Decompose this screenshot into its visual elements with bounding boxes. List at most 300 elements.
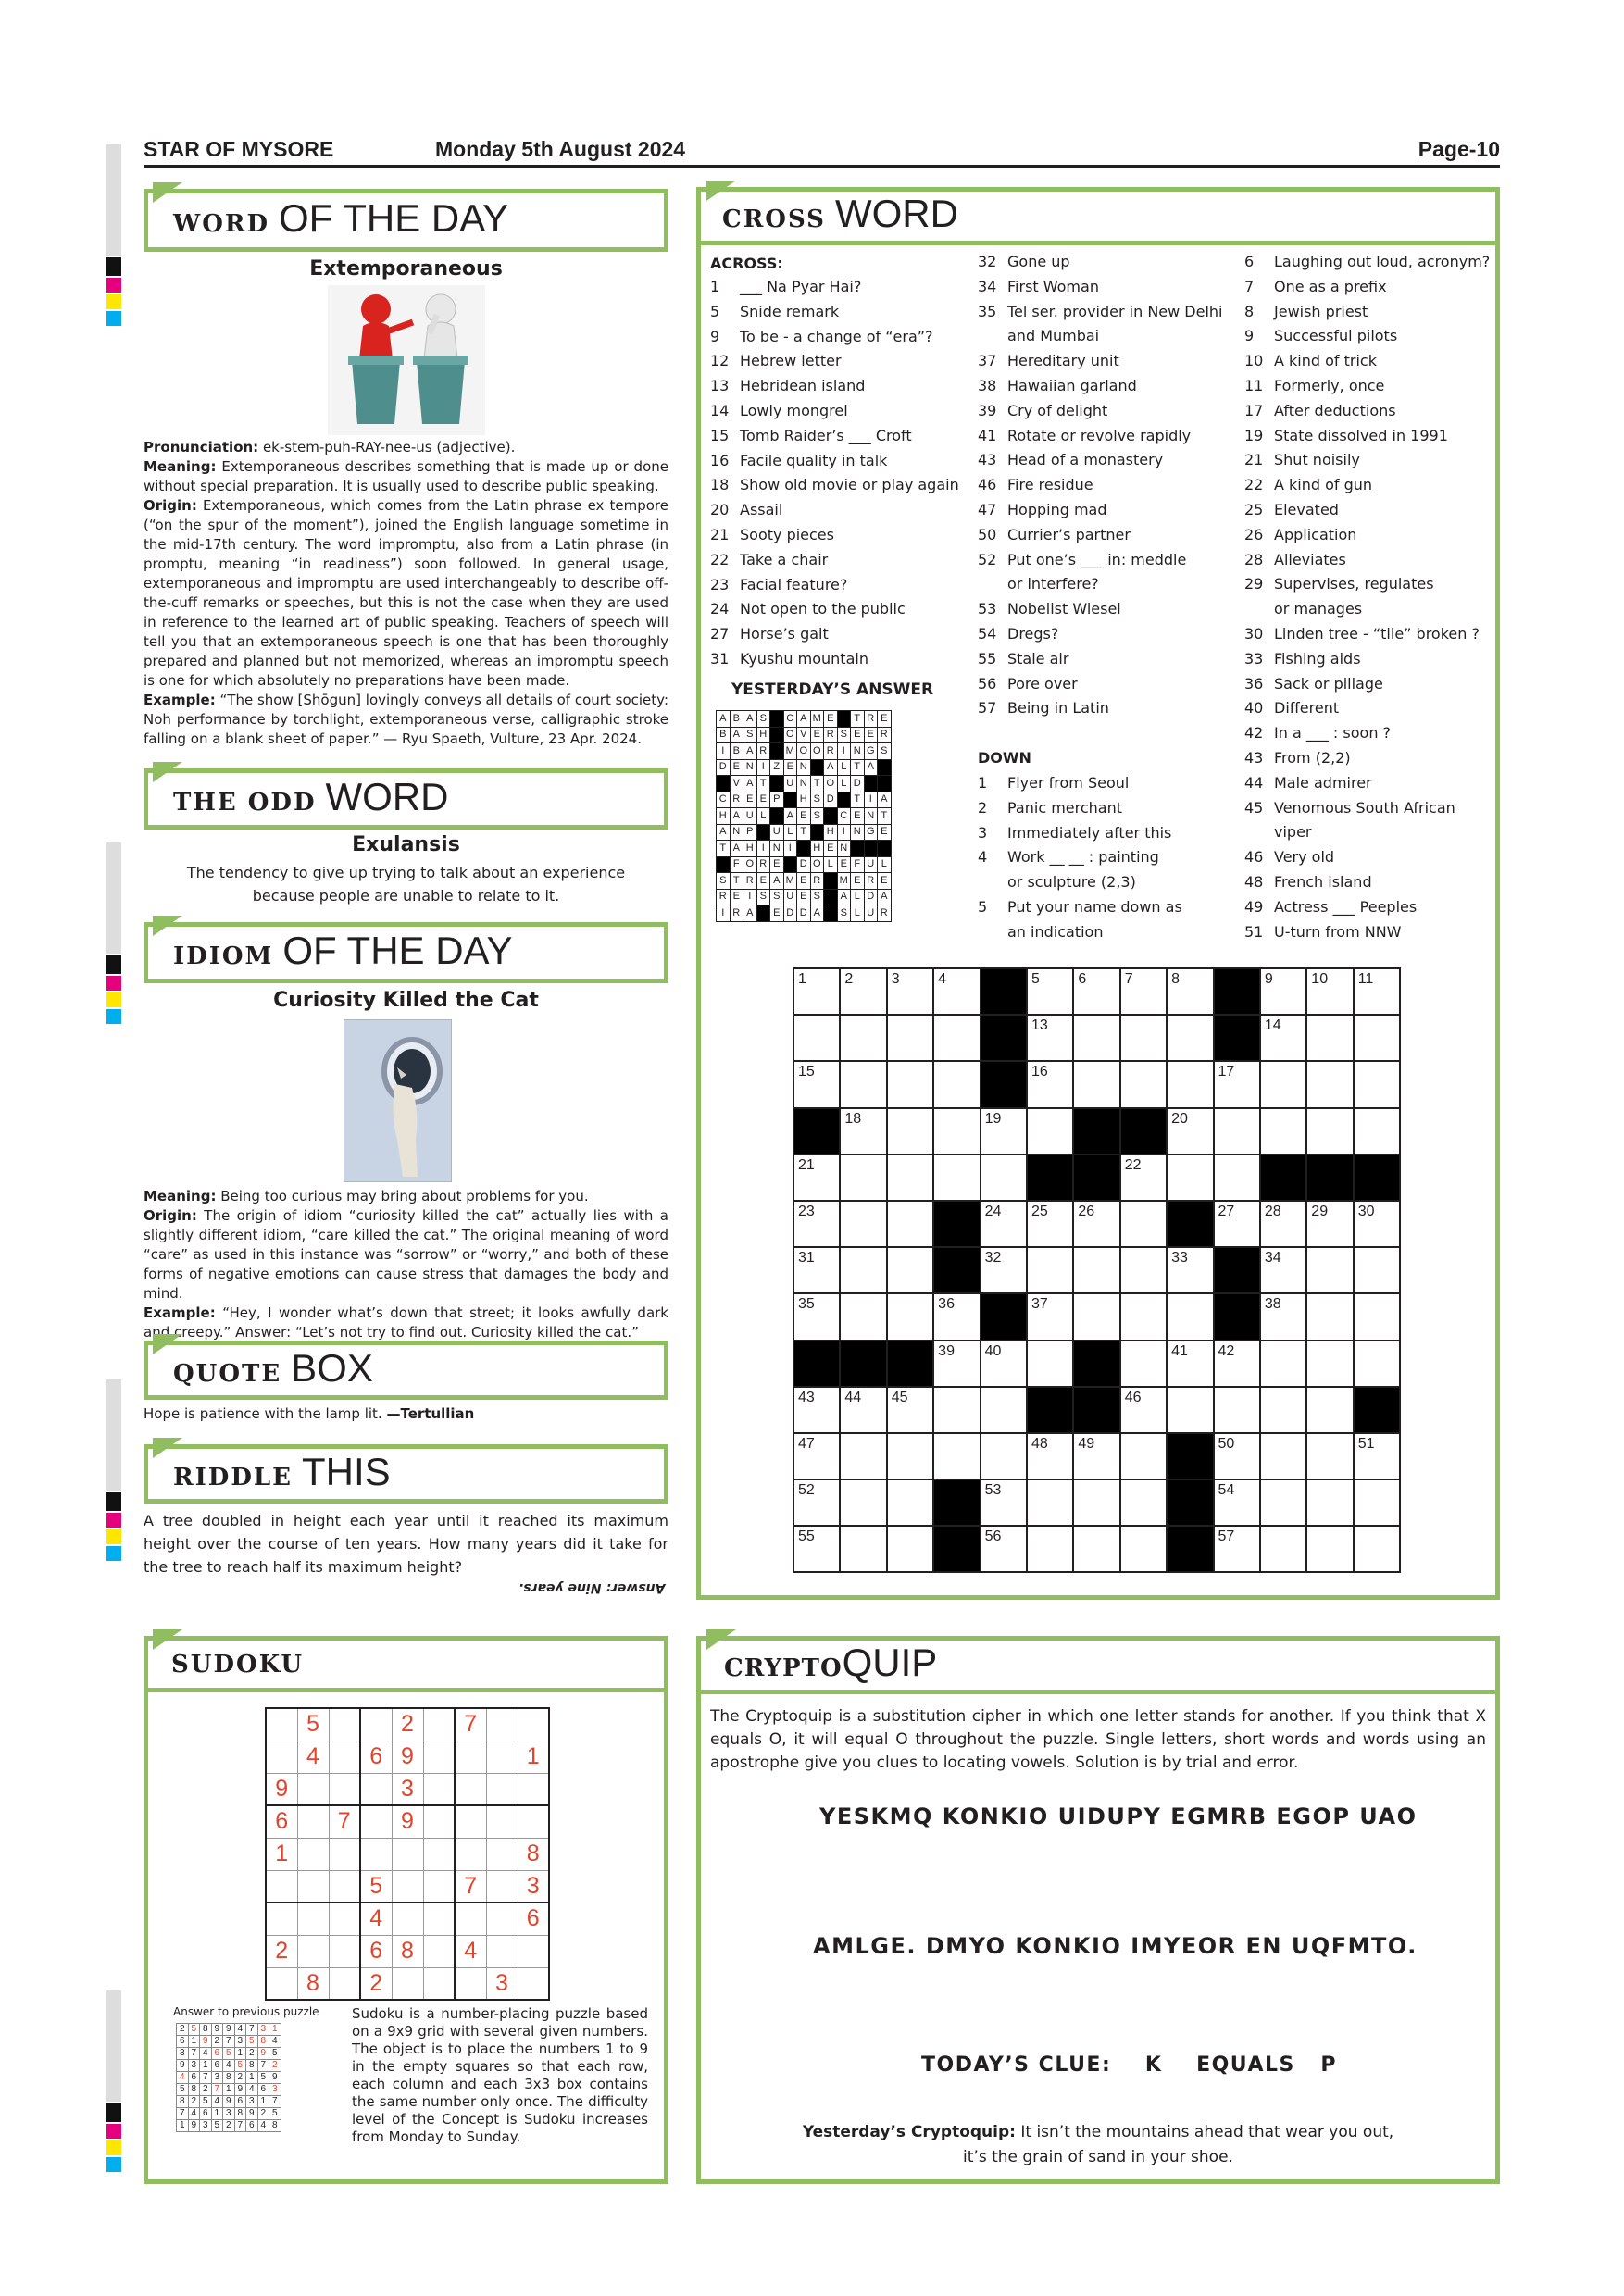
clue-text: viper [1274, 823, 1312, 842]
crossword-cell[interactable] [1120, 1015, 1167, 1061]
answer-cell: T [756, 776, 770, 792]
crossword-cell[interactable]: 3 [887, 968, 933, 1015]
crossword-cell[interactable] [1120, 1247, 1167, 1293]
sudoku-cell[interactable] [455, 1903, 486, 1935]
clue-text: Elevated [1274, 500, 1339, 518]
answer-cell: G [864, 824, 878, 841]
crossword-cell[interactable]: 27 [1214, 1201, 1260, 1247]
sudoku-cell[interactable] [486, 1903, 518, 1935]
sudoku-cell[interactable] [297, 1903, 329, 1935]
answer-cell: D [851, 776, 865, 792]
answer-cell: S [837, 727, 851, 743]
crossword-cell[interactable]: 48 [1027, 1433, 1073, 1479]
crossword-cell[interactable]: 4 [933, 968, 980, 1015]
clue-number: 42 [1244, 724, 1264, 742]
crossword-cell[interactable] [1167, 1293, 1213, 1340]
clue [1244, 498, 1494, 523]
previous-answer-cell: 2 [257, 2108, 269, 2120]
clue-number: 16 [710, 451, 730, 469]
crossword-cell[interactable] [887, 1061, 933, 1107]
crossword-cell[interactable]: 52 [793, 1479, 840, 1526]
crossword-cell[interactable] [793, 1015, 840, 1061]
crossword-cell[interactable] [933, 1154, 980, 1201]
crossword-cell[interactable] [1306, 1247, 1353, 1293]
answer-cell: H [717, 808, 731, 825]
clue-number: 10 [1244, 352, 1264, 370]
sudoku-cell[interactable] [392, 1870, 423, 1903]
sudoku-cell[interactable] [329, 1903, 360, 1935]
crossword-cell[interactable] [1354, 1479, 1400, 1526]
sudoku-cell[interactable] [486, 1870, 518, 1903]
sudoku-cell[interactable] [266, 1967, 297, 2000]
answer-cell: N [770, 841, 784, 857]
answer-cell: F [851, 856, 865, 873]
clue-text: First Woman [1007, 277, 1099, 295]
crossword-cell[interactable] [1167, 1387, 1213, 1433]
crossword-black-cell [840, 1341, 886, 1387]
previous-answer-cell: 9 [234, 2084, 246, 2096]
crossword-cell[interactable] [840, 1247, 886, 1293]
crossword-cell[interactable]: 49 [1073, 1433, 1119, 1479]
crossword-cell[interactable] [1306, 1479, 1353, 1526]
answer-cell: N [797, 759, 811, 776]
crossword-cell[interactable]: 38 [1260, 1293, 1306, 1340]
crossword-cell[interactable]: 45 [887, 1387, 933, 1433]
sudoku-cell[interactable] [455, 1773, 486, 1805]
answer-cell: R [864, 711, 878, 728]
sudoku-cell[interactable] [266, 1741, 297, 1773]
crossword-cell[interactable]: 44 [840, 1387, 886, 1433]
crossword-cell[interactable] [1027, 1479, 1073, 1526]
word-of-the-day-body: Pronunciation: ek-stem-puh-RAY-nee-us (adjective). Meaning: Extemporaneous describes something that is made up or done without special preparation. It is usually used to describe public speaking. Origin: Extemporaneous, which comes from the Latin phrase ex tempore (“on the spur of the moment”), joined the English language sometime in the mid-17th century. The word impromptu, also from a Latin phrase (in promptu, meaning “in readiness”) soon followed. In general usage, extemporaneous and impromptu are used interchangeably to describe off-the-cuff remarks or speeches, but this is not the case when they are used in reference to the learned art of public speaking. Teachers of speech will tell you that an extemporaneous speech is one that has been thoroughly prepared and planned but not memorized, whereas an impromptu speech is one for which absolutely no preparations have been made. Example: “The show [Shōgun] lovingly conveys all details of court society: Noh performance by torchlight, extemporaneous verse, calligraphic stroke falling on a blank sheet of paper.” — Ryu Spaeth, Vulture, 23 Apr. 2024. [144, 439, 668, 747]
answer-cell: R [743, 873, 757, 890]
crossword-cell[interactable]: 28 [1260, 1201, 1306, 1247]
sudoku-cell: 6 [360, 1741, 392, 1773]
crossword-cell[interactable] [1073, 1015, 1119, 1061]
previous-answer-cell: 4 [246, 2084, 258, 2096]
sudoku-cell[interactable] [518, 1708, 549, 1741]
clue-number: 49 [1244, 897, 1264, 916]
odd-word-definition: The tendency to give up trying to talk about an experience because people are unable to relate to it. [186, 864, 626, 905]
crossword-cell[interactable] [1073, 1293, 1119, 1340]
crossword-cell[interactable] [840, 1526, 886, 1572]
sudoku-cell[interactable] [518, 1773, 549, 1805]
crossword-cell[interactable] [1354, 1015, 1400, 1061]
answer-cell: D [717, 759, 731, 776]
answer-cell: T [810, 776, 824, 792]
crossword-cell[interactable] [1214, 1154, 1260, 1201]
sudoku-cell[interactable] [266, 1708, 297, 1741]
crossword-cell[interactable] [1260, 1387, 1306, 1433]
crossword-cell[interactable] [1167, 1061, 1213, 1107]
crossword-cell[interactable]: 47 [793, 1433, 840, 1479]
answer-cell: E [770, 905, 784, 922]
crossword-cell[interactable]: 6 [1073, 968, 1119, 1015]
crossword-cell[interactable] [1306, 1061, 1353, 1107]
crossword-cell[interactable] [840, 1015, 886, 1061]
sudoku-cell[interactable] [423, 1805, 455, 1838]
previous-answer-cell: 5 [177, 2084, 189, 2096]
crossword-cell[interactable] [1120, 1433, 1167, 1479]
answer-cell: A [824, 759, 838, 776]
crossword-cell[interactable] [981, 1433, 1027, 1479]
answer-black-cell [770, 808, 784, 825]
crossword-cell[interactable] [1167, 1015, 1213, 1061]
sudoku-cell[interactable] [392, 1838, 423, 1870]
crossword-cell[interactable] [887, 1433, 933, 1479]
crossword-cell[interactable] [1120, 1341, 1167, 1387]
sudoku-cell[interactable] [266, 1903, 297, 1935]
crossword-cell[interactable] [1260, 1061, 1306, 1107]
crossword-cell[interactable] [1073, 1061, 1119, 1107]
crossword-cell[interactable] [1260, 1341, 1306, 1387]
crossword-cell[interactable]: 16 [1027, 1061, 1073, 1107]
answer-cell: T [851, 759, 865, 776]
sudoku-cell[interactable] [297, 1805, 329, 1838]
crossword-cell[interactable]: 8 [1167, 968, 1213, 1015]
sudoku-cell[interactable] [423, 1935, 455, 1967]
previous-answer-cell: 9 [269, 2072, 281, 2084]
clue-number: 37 [978, 352, 997, 370]
registration-strip [106, 842, 121, 1028]
clue [978, 498, 1228, 523]
answer-cell: N [730, 824, 743, 841]
crossword-cell[interactable]: 54 [1214, 1479, 1260, 1526]
sudoku-cell[interactable] [423, 1967, 455, 2000]
sudoku-cell[interactable] [518, 1967, 549, 2000]
crossword-cell[interactable]: 32 [981, 1247, 1027, 1293]
crossword-cell[interactable] [1073, 1247, 1119, 1293]
crossword-cell[interactable] [840, 1293, 886, 1340]
previous-answer-cell: 9 [223, 2024, 235, 2036]
crossword-cell[interactable]: 29 [1306, 1201, 1353, 1247]
crossword-cell[interactable] [981, 1387, 1027, 1433]
crossword-cell[interactable]: 13 [1027, 1015, 1073, 1061]
answer-black-cell [783, 856, 797, 873]
clue-number: 6 [1244, 253, 1255, 270]
sudoku-cell[interactable] [423, 1708, 455, 1741]
answer-cell: O [797, 743, 811, 760]
sudoku-cell[interactable] [297, 1935, 329, 1967]
crossword-cell[interactable] [1306, 1293, 1353, 1340]
previous-answer-cell: 2 [234, 2072, 246, 2084]
answer-black-cell [851, 841, 865, 857]
crossword-cell[interactable] [1306, 1387, 1353, 1433]
answer-cell: R [730, 792, 743, 808]
answer-cell: T [851, 711, 865, 728]
previous-answer-cell: 1 [177, 2120, 189, 2132]
answer-cell: E [770, 856, 784, 873]
crossword-cell[interactable]: 39 [933, 1341, 980, 1387]
answer-cell: B [730, 743, 743, 760]
crossword-cell[interactable]: 20 [1167, 1108, 1213, 1154]
crossword-cell[interactable] [1354, 1247, 1400, 1293]
crossword-cell[interactable]: 40 [981, 1341, 1027, 1387]
crossword-cell[interactable] [933, 1433, 980, 1479]
clue [710, 498, 969, 523]
answer-black-cell [824, 873, 838, 890]
crossword-cell[interactable]: 30 [1354, 1201, 1400, 1247]
crossword-cell[interactable]: 33 [1167, 1247, 1213, 1293]
previous-answer-cell: 5 [269, 2048, 281, 2060]
crossword-cell[interactable] [933, 1387, 980, 1433]
crossword-cell[interactable] [933, 1015, 980, 1061]
previous-answer-cell: 4 [200, 2048, 212, 2060]
crossword-cell[interactable]: 42 [1214, 1341, 1260, 1387]
answer-cell: L [878, 856, 892, 873]
crossword-cell[interactable] [887, 1526, 933, 1572]
previous-answer-cell: 1 [200, 2060, 212, 2072]
crossword-cell[interactable]: 7 [1120, 968, 1167, 1015]
crossword-cell[interactable] [1073, 1479, 1119, 1526]
crossword-cell[interactable] [1354, 1341, 1400, 1387]
answer-cell: C [717, 792, 731, 808]
sudoku-cell[interactable] [423, 1903, 455, 1935]
sudoku-cell[interactable] [360, 1805, 392, 1838]
crossword-cell[interactable] [981, 1154, 1027, 1201]
sudoku-cell[interactable] [329, 1773, 360, 1805]
crossword-cell[interactable] [1260, 1479, 1306, 1526]
crossword-cell[interactable]: 5 [1027, 968, 1073, 1015]
answer-cell: S [743, 727, 757, 743]
clue-text: or sculpture (2,3) [1007, 873, 1136, 892]
crossword-cell[interactable] [1260, 1108, 1306, 1154]
sudoku-cell[interactable] [266, 1870, 297, 1903]
sudoku-cell[interactable] [297, 1870, 329, 1903]
crossword-cell[interactable] [933, 1061, 980, 1107]
answer-black-cell [878, 841, 892, 857]
crossword-cell[interactable] [1073, 1526, 1119, 1572]
crossword-cell[interactable]: 50 [1214, 1433, 1260, 1479]
clue [1244, 300, 1494, 325]
crossword-cell[interactable] [1354, 1061, 1400, 1107]
clue [1244, 771, 1494, 796]
clue-text: Jewish priest [1274, 302, 1368, 320]
crossword-cell[interactable] [1214, 1387, 1260, 1433]
clue-text: ___ Na Pyar Hai? [740, 278, 862, 295]
sudoku-cell[interactable] [360, 1838, 392, 1870]
sudoku-cell[interactable] [329, 1870, 360, 1903]
sudoku-cell[interactable] [360, 1773, 392, 1805]
answer-cell: N [851, 824, 865, 841]
answer-cell: E [824, 711, 838, 728]
previous-answer-cell: 9 [200, 2036, 212, 2048]
crossword-cell[interactable]: 10 [1306, 968, 1353, 1015]
sudoku-cell[interactable] [486, 1805, 518, 1838]
clue [1244, 349, 1494, 374]
crossword-cell[interactable] [1306, 1526, 1353, 1572]
crossword-cell[interactable] [840, 1061, 886, 1107]
sudoku-cell[interactable] [518, 1935, 549, 1967]
sudoku-cell[interactable] [423, 1870, 455, 1903]
clue-text: Sooty pieces [740, 525, 834, 543]
sudoku-cell[interactable] [518, 1805, 549, 1838]
crossword-cell[interactable]: 57 [1214, 1526, 1260, 1572]
crossword-cell[interactable] [1260, 1433, 1306, 1479]
crossword-cell[interactable] [1354, 1108, 1400, 1154]
crossword-cell[interactable] [1120, 1061, 1167, 1107]
sudoku-cell[interactable] [297, 1773, 329, 1805]
sudoku-cell[interactable] [329, 1838, 360, 1870]
crossword-cell[interactable]: 37 [1027, 1293, 1073, 1340]
sudoku-cell[interactable] [392, 1967, 423, 2000]
crossword-cell[interactable]: 36 [933, 1293, 980, 1340]
clue-text: Linden tree - “tile” broken ? [1274, 624, 1480, 643]
sudoku-cell[interactable] [329, 1967, 360, 2000]
answer-black-cell [837, 792, 851, 808]
answer-cell: V [730, 776, 743, 792]
answer-cell: L [851, 905, 865, 922]
crossword-cell[interactable] [840, 1479, 886, 1526]
crossword-cell[interactable]: 23 [793, 1201, 840, 1247]
crossword-black-cell [1354, 1387, 1400, 1433]
crossword-cell[interactable] [840, 1154, 886, 1201]
crossword-cell[interactable] [887, 1293, 933, 1340]
crossword-cell[interactable] [1306, 1433, 1353, 1479]
sudoku-cell[interactable] [329, 1935, 360, 1967]
crossword-cell[interactable] [887, 1015, 933, 1061]
crossword-cell[interactable] [1027, 1108, 1073, 1154]
crossword-cell[interactable] [887, 1247, 933, 1293]
crossword-cell[interactable]: 22 [1120, 1154, 1167, 1201]
sudoku-cell[interactable] [297, 1838, 329, 1870]
clue-text: Nobelist Wiesel [1007, 600, 1121, 618]
crossword-cell[interactable]: 2 [840, 968, 886, 1015]
sudoku-cell: 2 [392, 1708, 423, 1741]
sudoku-cell[interactable] [455, 1838, 486, 1870]
crossword-cell[interactable] [887, 1479, 933, 1526]
sudoku-cell[interactable] [455, 1805, 486, 1838]
crossword-cell[interactable] [840, 1201, 886, 1247]
crossword-cell[interactable]: 26 [1073, 1201, 1119, 1247]
crossword-cell[interactable] [1120, 1293, 1167, 1340]
answer-cell: P [743, 824, 757, 841]
crossword-cell[interactable]: 24 [981, 1201, 1027, 1247]
crossword-cell[interactable]: 43 [793, 1387, 840, 1433]
answer-cell: N [743, 759, 757, 776]
clue [978, 796, 1228, 821]
crossword-cell[interactable]: 31 [793, 1247, 840, 1293]
crossword-cell[interactable]: 53 [981, 1479, 1027, 1526]
crossword-cell[interactable]: 21 [793, 1154, 840, 1201]
crossword-black-cell [1214, 968, 1260, 1015]
crossword-cell[interactable] [887, 1201, 933, 1247]
sudoku-cell[interactable] [486, 1708, 518, 1741]
crossword-cell[interactable] [1120, 1526, 1167, 1572]
crossword-cell[interactable] [1306, 1015, 1353, 1061]
crossword-cell[interactable]: 46 [1120, 1387, 1167, 1433]
sudoku-cell: 8 [518, 1838, 549, 1870]
crossword-cell[interactable] [1167, 1154, 1213, 1201]
answer-cell: T [797, 824, 811, 841]
crossword-cell[interactable]: 14 [1260, 1015, 1306, 1061]
previous-answer-cell: 5 [211, 2120, 223, 2132]
crossword-black-cell [793, 1341, 840, 1387]
answer-cell: O [810, 856, 824, 873]
crossword-cell[interactable] [1354, 1526, 1400, 1572]
crossword-cell[interactable]: 41 [1167, 1341, 1213, 1387]
crossword-cell[interactable] [933, 1108, 980, 1154]
sudoku-cell[interactable] [486, 1773, 518, 1805]
crossword-cell[interactable] [1306, 1108, 1353, 1154]
sudoku-cell: 3 [486, 1967, 518, 2000]
crossword-cell[interactable]: 51 [1354, 1433, 1400, 1479]
crossword-cell[interactable] [1260, 1526, 1306, 1572]
sudoku-cell[interactable] [423, 1838, 455, 1870]
cryptoquip-title: CRYPTO QUIP [724, 1641, 938, 1684]
crossword-cell[interactable] [1214, 1108, 1260, 1154]
crossword-cell[interactable]: 1 [793, 968, 840, 1015]
crossword-cell[interactable] [1120, 1201, 1167, 1247]
crossword-title-rule [701, 241, 1495, 245]
sudoku-cell[interactable] [486, 1935, 518, 1967]
crossword-cell[interactable]: 15 [793, 1061, 840, 1107]
previous-answer-cell: 2 [211, 2036, 223, 2048]
clue-number [978, 870, 1007, 895]
sudoku-cell[interactable] [392, 1903, 423, 1935]
clue-number: 47 [978, 500, 997, 518]
crossword-cell[interactable] [1027, 1526, 1073, 1572]
clue [710, 622, 969, 647]
sudoku-cell[interactable] [455, 1741, 486, 1773]
clue-number: 30 [1244, 624, 1264, 643]
answer-cell: I [837, 824, 851, 841]
sudoku-cell[interactable] [486, 1741, 518, 1773]
crossword-cell[interactable] [1306, 1341, 1353, 1387]
sudoku-cell[interactable] [455, 1967, 486, 2000]
crossword-cell[interactable] [1120, 1479, 1167, 1526]
clue [978, 572, 1228, 597]
crossword-cell[interactable]: 55 [793, 1526, 840, 1572]
clue [978, 424, 1228, 449]
sudoku-cell[interactable] [423, 1773, 455, 1805]
crossword-cell[interactable]: 25 [1027, 1201, 1073, 1247]
crossword-cell[interactable]: 9 [1260, 968, 1306, 1015]
crossword-cell[interactable] [1354, 1293, 1400, 1340]
clue [1244, 820, 1494, 845]
crossword-cell[interactable] [1027, 1247, 1073, 1293]
crossword-cell[interactable]: 11 [1354, 968, 1400, 1015]
clue [710, 473, 969, 498]
answer-cell: A [743, 711, 757, 728]
sudoku-cell[interactable] [329, 1708, 360, 1741]
sudoku-cell[interactable] [423, 1741, 455, 1773]
clue-number: 41 [978, 426, 997, 444]
sudoku-cell[interactable] [329, 1741, 360, 1773]
cat-at-porthole-image [344, 1019, 452, 1182]
crossword-cell[interactable]: 17 [1214, 1061, 1260, 1107]
crossword-cell[interactable]: 18 [840, 1108, 886, 1154]
crossword-cell[interactable] [1027, 1341, 1073, 1387]
crossword-cell[interactable]: 34 [1260, 1247, 1306, 1293]
sudoku-cell[interactable] [360, 1708, 392, 1741]
crossword-cell[interactable] [887, 1154, 933, 1201]
clue [978, 523, 1228, 548]
clue-number: 1 [978, 774, 988, 792]
crossword-cell[interactable] [887, 1108, 933, 1154]
previous-answer-cell: 4 [223, 2060, 235, 2072]
clue-number [978, 920, 1007, 945]
clue-text: Show old movie or play again [740, 476, 959, 494]
answer-black-cell [717, 856, 731, 873]
sudoku-cell[interactable] [486, 1838, 518, 1870]
crossword-cell[interactable]: 19 [981, 1108, 1027, 1154]
answer-cell: L [824, 856, 838, 873]
crossword-cell[interactable]: 35 [793, 1293, 840, 1340]
crossword-cell[interactable] [840, 1433, 886, 1479]
crossword-cell[interactable]: 56 [981, 1526, 1027, 1572]
word-of-the-day-title: WORD OF THE DAY [173, 196, 509, 240]
